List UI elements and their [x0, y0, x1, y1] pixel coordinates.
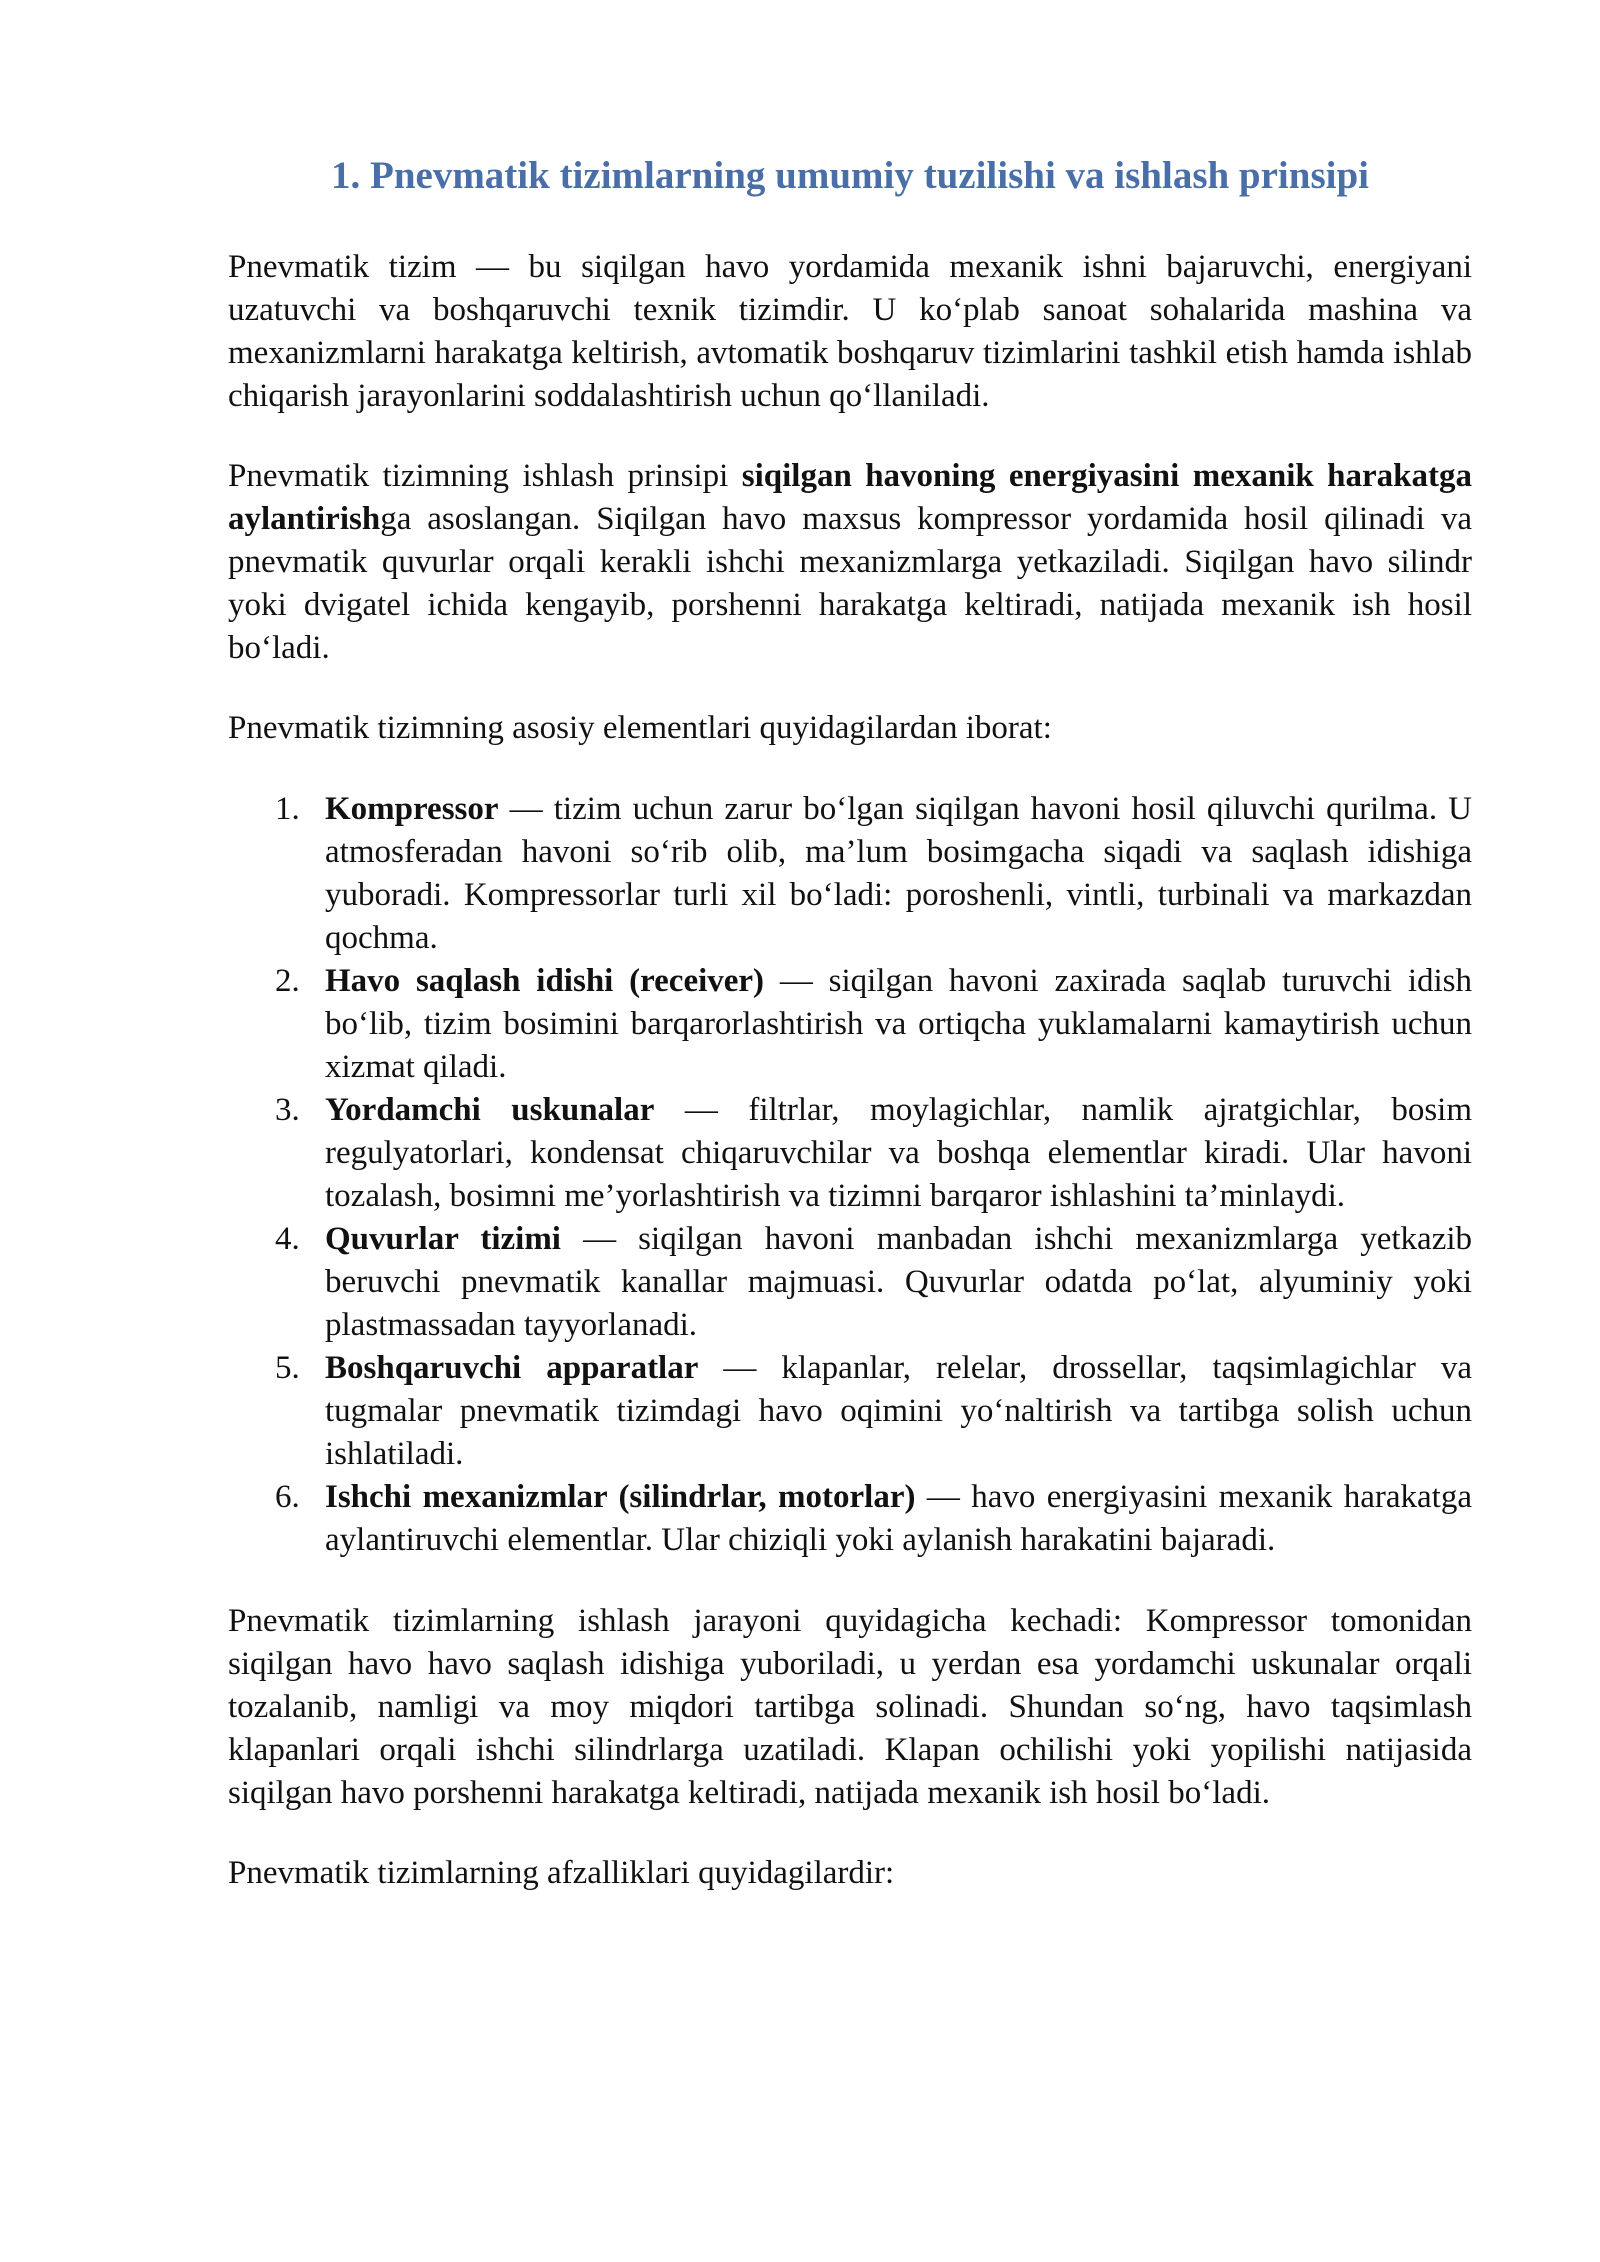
list-item-number: 1.: [275, 791, 300, 827]
paragraph-definition: Pnevmatik tizim — bu siqilgan havo yordamida mexanik ishni bajaruvchi, energiyani uzatuvchi va boshqaruvchi texnik tizimdir. U ko‘plab sanoat sohalarida mashina va mexanizmlarni harakatga keltirish, avtomatik boshqaruv tizimlarini tashkil etish hamda ishlab chiqarish jarayonlarini soddalashtirish uchun qo‘llaniladi.: [228, 249, 1472, 414]
document-page: [228, 150, 1472, 1895]
list-item-number: 3.: [275, 1092, 300, 1128]
list-item-text: — siqilgan havoni manbadan ishchi mexanizmlarga yetkazib beruvchi pnevmatik kanallar majmuasi. Quvurlar odatda po‘lat, alyuminiy yoki plastmassadan tayyorlanadi.: [325, 1221, 1473, 1343]
list-item-number: 6.: [275, 1479, 300, 1515]
list-item: [228, 960, 1472, 1089]
list-item-term: Boshqaruvchi apparatlar: [325, 1350, 699, 1386]
list-item-term: Quvurlar tizimi: [325, 1221, 561, 1257]
list-item: [228, 1089, 1472, 1218]
list-item-text: — klapanlar, relelar, drossellar, taqsimlagichlar va tugmalar pnevmatik tizimdagi havo oqimini yo‘naltirish va tartibga solish uchun ishlatiladi.: [325, 1350, 1472, 1472]
principle-bold-phrase: siqilgan havoning energiyasini mexanik harakatga aylantirish: [228, 458, 1472, 537]
list-item-number: 4.: [275, 1221, 300, 1257]
list-item: [228, 1347, 1472, 1476]
elements-list: [228, 788, 1472, 1562]
list-item-number: 5.: [275, 1350, 300, 1386]
list-item-term: Yordamchi uskunalar: [325, 1092, 655, 1128]
section-heading: 1. Pnevmatik tizimlarning umumiy tuzilishi va ishlash prinsipi: [331, 154, 1369, 197]
list-item: [228, 1218, 1472, 1347]
list-item-text: — tizim uchun zarur bo‘lgan siqilgan havoni hosil qiluvchi qurilma. U atmosferadan havoni so‘rib olib, ma’lum bosimgacha siqadi va saqlash idishiga yuboradi. Kompressorlar turli xil bo‘ladi: poroshenli, vintli, turbinali va markazdan qochma.: [325, 791, 1472, 956]
principle-text-end: ga asoslangan. Siqilgan havo maxsus kompressor yordamida hosil qilinadi va pnevmatik quvurlar orqali kerakli ishchi mexanizmlarga yetkaziladi. Siqilgan havo silindr yoki dvigatel ichida kengayib, porshenni harakatga keltiradi, natijada mexanik ish hosil bo‘ladi.: [228, 501, 1472, 666]
list-item-text: — siqilgan havoni zaxirada saqlab turuvchi idish bo‘lib, tizim bosimini barqarorlashtirish va ortiqcha yuklamalarni kamaytirish uchun xizmat qiladi.: [325, 963, 1472, 1085]
list-item-number: 2.: [275, 963, 300, 999]
paragraph-process: Pnevmatik tizimlarning ishlash jarayoni quyidagicha kechadi: Kompressor tomonidan siqilgan havo havo saqlash idishiga yuboriladi, u yerdan esa yordamchi uskunalar orqali tozalanib, namligi va moy miqdori tartibga solinadi. Shundan so‘ng, havo taqsimlash klapanlari orqali ishchi silindrlarga uzatiladi. Klapan ochilishi yoki yopilishi natijasida siqilgan havo porshenni harakatga keltiradi, natijada mexanik ish hosil bo‘ladi.: [228, 1603, 1472, 1811]
list-item-text: — havo energiyasini mexanik harakatga aylantiruvchi elementlar. Ular chiziqli yoki aylanish harakatini bajaradi.: [325, 1479, 1472, 1558]
paragraph-principle: [228, 455, 1472, 670]
list-item-term: Havo saqlash idishi (receiver): [325, 963, 765, 999]
paragraph-elements-intro: Pnevmatik tizimning asosiy elementlari quyidagilardan iborat:: [228, 710, 1052, 746]
list-item: [228, 1476, 1472, 1562]
list-item-term: Ishchi mexanizmlar (silindrlar, motorlar): [325, 1479, 916, 1515]
list-item-text: — filtrlar, moylagichlar, namlik ajratgichlar, bosim regulyatorlari, kondensat chiqaruvchilar va boshqa elementlar kiradi. Ular havoni tozalash, bosimni me’yorlashtirish va tizimni barqaror ishlashini ta’minlaydi.: [325, 1092, 1472, 1214]
principle-text-start: Pnevmatik tizimning ishlash prinsipi: [228, 458, 742, 494]
list-item: [228, 788, 1472, 960]
paragraph-advantages-intro: Pnevmatik tizimlarning afzalliklari quyidagilardir:: [228, 1855, 895, 1891]
list-item-term: Kompressor: [325, 791, 499, 827]
